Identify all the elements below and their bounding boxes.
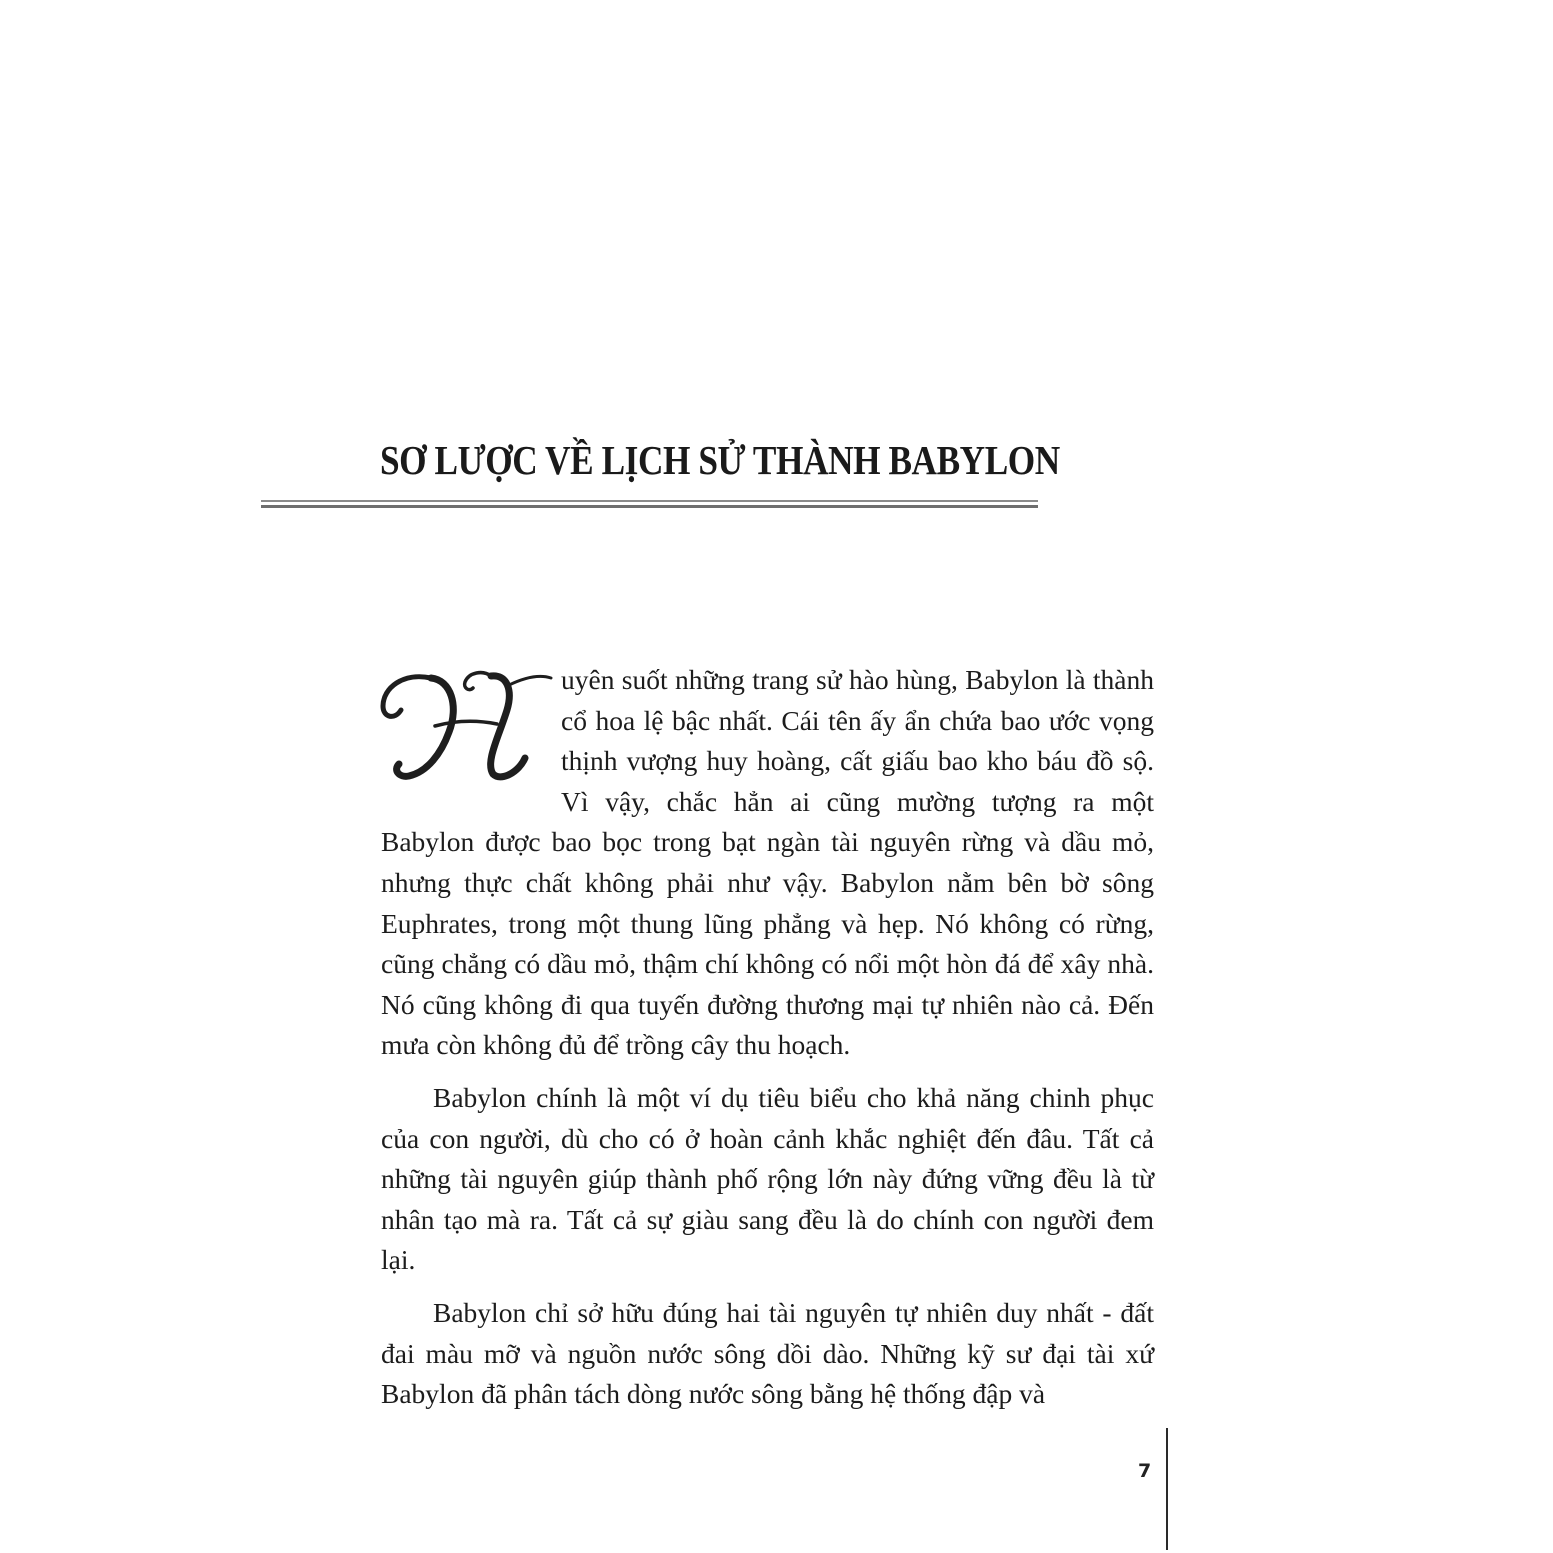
title-underline-rule <box>261 500 1038 508</box>
paragraph-2: Babylon chính là một ví dụ tiêu biểu cho khả năng chinh phục của con người, dù cho có ở hoàn cảnh khắc nghiệt đến đâu. Tất cả những tài nguyên giúp thành phố rộng lớn này đứng vững đều là từ nhân tạo mà ra. Tất cả sự giàu sang đều là do chính con người đem lại. <box>381 1081 1154 1276</box>
body-text <box>381 660 1154 1415</box>
paragraph-1-text: uyên suốt những trang sử hào hùng, Babylon là thành cổ hoa lệ bậc nhất. Cái tên ấy ẩn chứa bao ước vọng thịnh vượng huy hoàng, cất giấu bao kho báu đồ sộ. Vì vậy, chắc hẳn ai cũng mường tượng ra một Babylon được bao bọc trong bạt ngàn tài nguyên rừng và dầu mỏ, nhưng thực chất không phải như vậy. Babylon nằm bên bờ sông Euphrates, trong một thung lũng phẳng và hẹp. Nó không có rừng, cũng chẳng có dầu mỏ, thậm chí không có nổi một hòn đá để xây nhà. Nó cũng không đi qua tuyến đường thương mại tự nhiên nào cả. Đến mưa còn không đủ để trồng cây thu hoạch. <box>381 664 1154 1061</box>
chapter-title: SƠ LƯỢC VỀ LỊCH SỬ THÀNH BABYLON <box>380 437 1060 483</box>
drop-cap-glyph <box>373 666 559 782</box>
paragraph-3: Babylon chỉ sở hữu đúng hai tài nguyên tự nhiên duy nhất - đất đai màu mỡ và nguồn nước sông dồi dào. Những kỹ sư đại tài xứ Babylon đã phân tách dòng nước sông bằng hệ thống đập và <box>381 1296 1154 1410</box>
page-margin-rule <box>1166 1428 1168 1550</box>
page-number: 7 <box>1138 1460 1152 1482</box>
drop-cap-x-ornament <box>373 666 559 782</box>
paragraph-1 <box>381 660 1154 1066</box>
